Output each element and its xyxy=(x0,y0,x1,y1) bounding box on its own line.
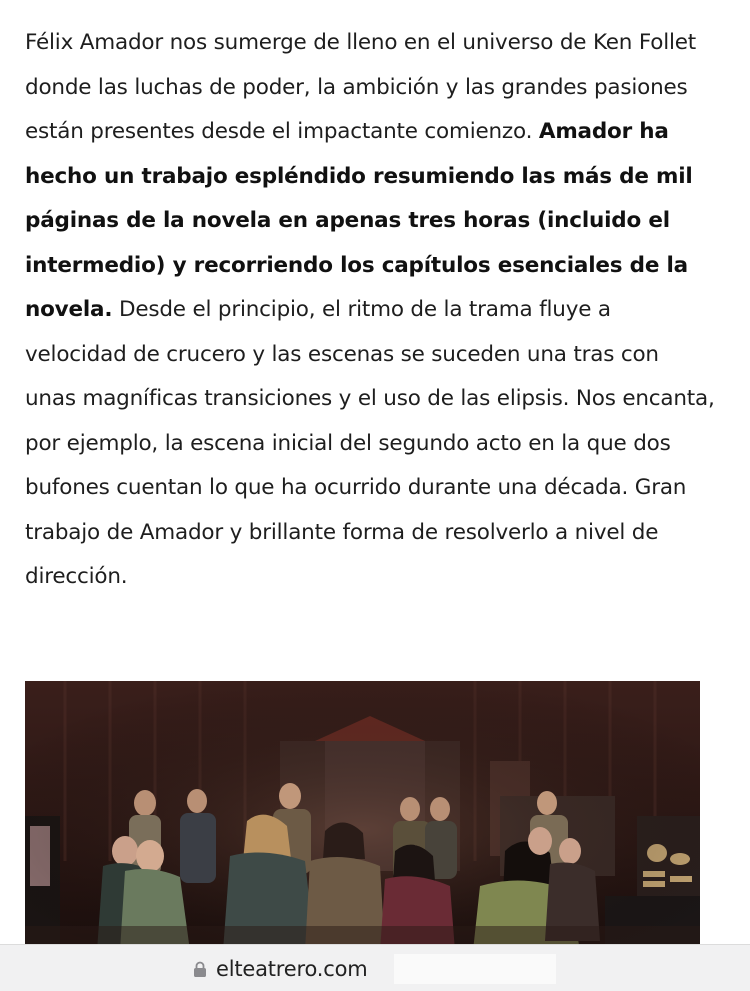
paragraph-intro-text: Félix Amador nos sumerge de lleno en el universo de Ken Follet donde las luchas de poder, la ambición y las grandes pasiones están presentes desde el impactante comienzo. xyxy=(25,30,697,144)
url-text: elteatrero.com xyxy=(216,957,368,981)
paragraph-closing-text: Desde el principio, el ritmo de la trama fluye a velocidad de crucero y las escenas se suceden una tras con unas magníficas transiciones y el uso de las elipsis. Nos encanta, por ejemplo, la escena inicial del segundo acto en la que dos bufones cuentan lo que ha ocurrido durante una década. Gran trabajo de Amador y brillante forma de resolverlo a nivel de dirección. xyxy=(25,297,715,589)
article-paragraph xyxy=(25,21,715,600)
paragraph-bold-text: Amador ha hecho un trabajo espléndido resumiendo las más de mil páginas de la novela en apenas tres horas (incluido el intermedio) y recorriendo los capítulos esenciales de la novela. xyxy=(25,119,693,322)
url-field[interactable] xyxy=(193,954,367,984)
stage-photo xyxy=(25,681,700,951)
lock-icon xyxy=(193,961,207,977)
address-bar-blank-area xyxy=(394,954,556,984)
browser-address-bar[interactable] xyxy=(0,944,750,991)
